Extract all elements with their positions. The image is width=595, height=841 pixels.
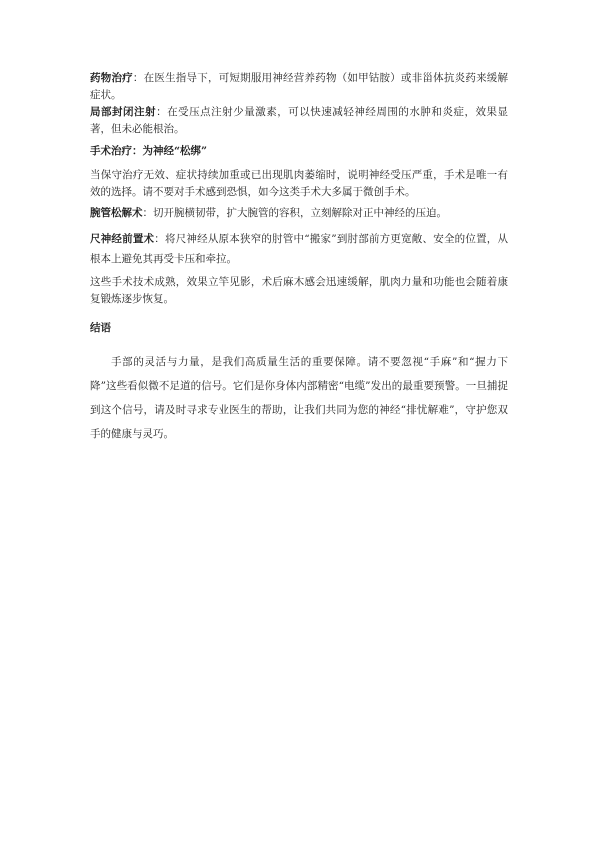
- drug-treatment-label: 药物治疗: [90, 72, 133, 84]
- drug-treatment-text: 在医生指导下，可短期服用神经营养药物（如甲钴胺）或非甾体抗炎药来缓解症状。: [90, 72, 509, 101]
- conclusion-paragraph-block: [90, 350, 508, 446]
- ulnar-transposition-paragraph: [90, 229, 508, 269]
- ulnar-transposition-colon: ：: [154, 233, 165, 245]
- ulnar-transposition-text: 将尺神经从原本狭窄的肘管中“搬家”到肘部前方更宽敞、安全的位置，从根本上避免其再受卡压和牵拉。: [90, 233, 509, 265]
- injection-paragraph: [90, 104, 508, 138]
- carpal-release-paragraph: [90, 205, 508, 222]
- surgery-heading-block: [90, 143, 508, 160]
- carpal-release-colon: ：: [142, 207, 153, 219]
- carpal-release-label: 腕管松解术: [90, 207, 143, 219]
- surgery-intro-paragraph: [90, 167, 508, 201]
- drug-treatment-paragraph: [90, 70, 508, 104]
- conclusion-heading-block: [90, 320, 508, 337]
- conclusion-heading: 结语: [90, 322, 111, 334]
- surgery-outcome: 这些手术技术成熟，效果立竿见影，术后麻木感会迅速缓解，肌肉力量和功能也会随着康复锻炼逐步恢复。: [90, 276, 508, 305]
- injection-colon: ：: [156, 106, 168, 118]
- ulnar-transposition-label: 尺神经前置术: [90, 233, 155, 245]
- conclusion-paragraph: 手部的灵活与力量，是我们高质量生活的重要保障。请不要忽视“手麻”和“握力下降”这些看似微不足道的信号。它们是你身体内部精密“电缆”发出的最重要预警。一旦捕捉到这个信号，请及时寻求专业医生的帮助，让我们共同为您的神经“排忧解难”，守护您双手的健康与灵巧。: [90, 356, 508, 440]
- injection-label: 局部封闭注射: [90, 106, 157, 118]
- carpal-release-text: 切开腕横韧带，扩大腕管的容积，立刻解除对正中神经的压迫。: [153, 207, 447, 219]
- surgery-outcome-paragraph: [90, 274, 508, 308]
- surgery-intro: 当保守治疗无效、症状持续加重或已出现肌肉萎缩时，说明神经受压严重，手术是唯一有效的选择。请不要对手术感到恐惧，如今这类手术大多属于微创手术。: [90, 169, 508, 198]
- surgery-heading: 手术治疗：为神经“松绑”: [90, 145, 208, 157]
- drug-treatment-colon: ：: [132, 72, 144, 84]
- injection-text: 在受压点注射少量激素，可以快速减轻神经周围的水肿和炎症，效果显著，但未必能根治。: [90, 106, 509, 135]
